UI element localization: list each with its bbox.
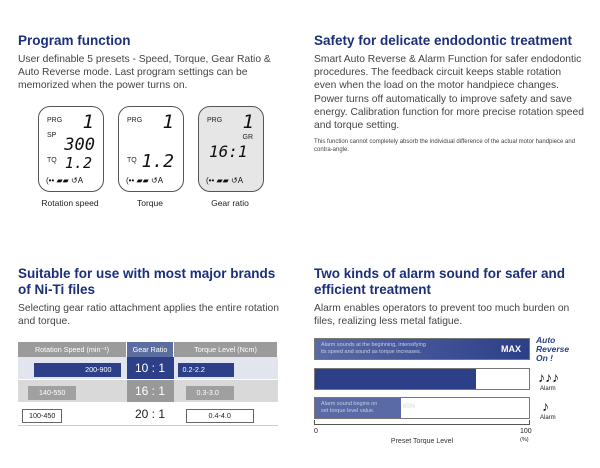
gr-value: 16:1 [209, 142, 248, 161]
safety-section [314, 33, 586, 154]
program-body: User definable 5 presets - Speed, Torque, Gear Ratio & Auto Reverse mode. Last program settings can be memorized when the power turns on. [18, 54, 271, 92]
status-icons: (•• ▰▰ ↺A [126, 176, 164, 185]
status-icons: (•• ▰▰ ↺A [46, 176, 84, 185]
caption-rotation-speed: Rotation speed [41, 198, 99, 208]
axis-unit-label: (%) [520, 437, 529, 443]
x-axis [314, 424, 530, 425]
torque-cell: 0.3-3.0 [186, 386, 234, 400]
speed-cell: 140-550 [28, 386, 76, 400]
program-section [18, 33, 280, 93]
lcd-rotation-speed [38, 106, 104, 192]
niti-body: Selecting gear ratio attachment applies the entire rotation and torque. [18, 303, 280, 328]
prg-label: PRG [207, 117, 223, 124]
safety-title: Safety for delicate endodontic treatment [314, 33, 573, 48]
header-gear: Gear Ratio [127, 342, 174, 357]
set-level-alarm-bar [314, 397, 530, 419]
alarm-section [314, 266, 586, 328]
gear-ratio-table [18, 342, 278, 426]
safety-body: Smart Auto Reverse & Alarm Function for safer endodontic procedures. The feedback circuit keeps stable rotation even when the load on the motor handpiece changes. Power turns off automatically to improve safety and save energy. Calibration function for more precise rotation speed and torque setting. [314, 54, 584, 132]
axis-title: Preset Torque Level [390, 438, 454, 445]
header-speed: Rotation Speed (min⁻¹) [18, 342, 127, 357]
gear-cell: 10 : 1 [127, 357, 174, 380]
niti-title: Suitable for use with most major brands of Ni-Ti files [18, 266, 276, 297]
alarm-body: Alarm enables operators to prevent too much burden on files, realizing less metal fatigue. [314, 303, 570, 328]
bar-fill [315, 369, 476, 389]
alarm-label: Alarm [540, 386, 556, 392]
auto-reverse-label: Auto Reverse On ! [536, 335, 570, 363]
caption-torque: Torque [137, 198, 163, 208]
prg-label: PRG [127, 117, 143, 124]
bar-description: Alarm sounds at the beginning, intensifying its speed and sound as torque increases. [321, 342, 426, 355]
table-header-row [18, 342, 278, 357]
torque-cell: 0.2-2.2 [178, 363, 234, 377]
sp-value: 300 [64, 135, 95, 155]
triple-note-icon: ♪♪♪ [538, 369, 559, 385]
torque-cell: 0.4-4.0 [186, 409, 254, 423]
x-axis-tick-min [314, 420, 315, 425]
axis-max-label: 100 [520, 428, 532, 435]
table-row [18, 403, 278, 426]
bar-description: Alarm sound begins on set torque level value. [321, 401, 378, 414]
alarm-label: Alarm [540, 415, 556, 421]
caption-gear-ratio: Gear ratio [211, 198, 249, 208]
safety-note: This function cannot completely absorb the individual difference of the actual motor handpiece and contra-angle. [314, 139, 576, 154]
program-title: Program function [18, 33, 131, 48]
single-note-icon: ♪ [542, 398, 549, 414]
prg-value: 1 [82, 111, 94, 133]
gear-cell: 16 : 1 [127, 380, 174, 403]
tq-label: TQ [47, 157, 57, 164]
niti-section [18, 266, 280, 328]
prg-value: 1 [162, 111, 174, 133]
prg-value: 1 [242, 111, 254, 133]
status-icons: (•• ▰▰ ↺A [206, 176, 244, 185]
x-axis-tick-max [529, 420, 530, 425]
speed-cell: 100-450 [22, 409, 62, 423]
table-row [18, 357, 278, 380]
alarm-title: Two kinds of alarm sound for safer and efficient treatment [314, 266, 566, 297]
speed-cell: 200-900 [34, 363, 120, 377]
gr-label: GR [242, 134, 253, 141]
sp-label: SP [47, 132, 57, 139]
lcd-gear-ratio [198, 106, 264, 192]
percent-label: 60% [403, 404, 416, 410]
tq-value: 1.2 [141, 151, 174, 172]
header-torque: Torque Level (Ncm) [174, 342, 278, 357]
lcd-torque [118, 106, 184, 192]
tq-label: TQ [127, 157, 137, 164]
table-row [18, 380, 278, 403]
max-label: MAX [501, 344, 521, 354]
axis-min-label: 0 [314, 428, 318, 435]
tq-value: 1.2 [64, 154, 92, 172]
prg-label: PRG [47, 117, 63, 124]
accelerating-alarm-bar [314, 368, 530, 390]
gear-cell: 20 : 1 [127, 403, 174, 426]
auto-reverse-bar [314, 338, 530, 360]
